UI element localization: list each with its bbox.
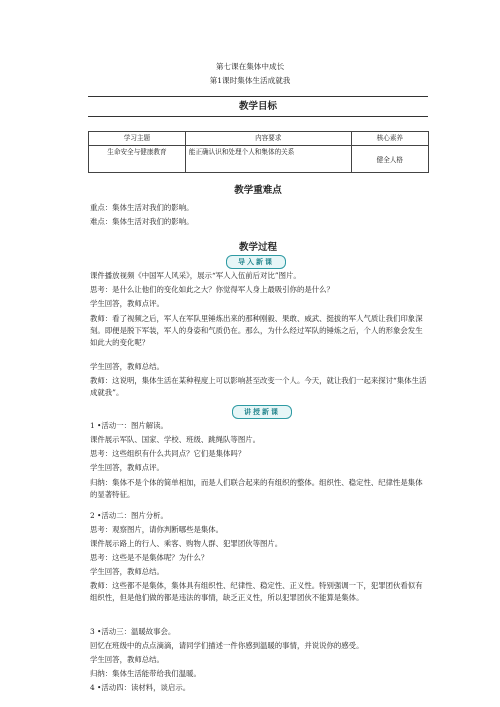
activity-2-summary: 教师：这些都不是集体，集体具有组织性、纪律性、稳定性、正义性。特别强调一下，犯罪团伙看似有组织性，但是他们做的都是违法的事情，缺乏正义性，所以犯罪团伙不能算是集体。 [90,581,423,602]
key-points-heading: 教学重难点 [234,185,282,196]
activity-4-title: 4 •活动四：读材料，谈启示。 [90,683,191,692]
key-point-nandian: 难点：集体生活对我们的影响。 [90,217,194,226]
intro-paragraph-1: 课件播放视频《中国军人风采》，展示“军人入伍前后对比”图片。 [90,271,301,280]
goals-cell-content: 能正确认识和处理个人和集体的关系 [185,145,351,172]
activity-2-line-4: 学生回答，教师总结。 [90,567,164,576]
intro-paragraph-5: 学生回答，教师总结。 [90,362,164,371]
goals-cell-literacy [351,145,428,172]
title-block [0,60,500,88]
goals-rule-top [88,96,428,97]
table-row [89,145,429,172]
activity-1-summary: 归纳：集体不是个体的简单相加，而是人们联合起来的有组织的整体。组织性、稳定性、纪律性是集体的显著特征。 [90,478,423,499]
new-lesson-badge: 讲授新课 [232,405,292,419]
goals-rule-bottom [88,116,428,117]
intro-paragraph-6: 教师：这说明，集体生活在某种程度上可以影响甚至改变一个人。今天，就让我们一起来探讨“集体生活成就我”。 [90,376,427,397]
activity-2-title: 2 •活动二：图片分析。 [90,511,168,520]
goals-cell-literacy-text: 健全人格 [376,155,404,164]
goals-header-literacy: 核心素养 [351,132,428,146]
goals-cell-theme: 生命安全与健康教育 [89,145,186,172]
activity-3-title: 3 •活动三：温暖故事会。 [90,627,176,636]
lesson-title: 第七课在集体中成长 [215,62,285,71]
goals-table [88,131,429,173]
activity-1-line-2: 思考：这些组织有什么共同点？它们是集体吗？ [90,449,246,458]
activity-3-line-2: 学生回答，教师总结。 [90,655,164,664]
activity-3-summary: 归纳：集体生活能带给我们温暖。 [90,669,201,678]
process-heading: 教学过程 [238,242,277,253]
activity-2-line-1: 思考：观察图片，请你判断哪些是集体。 [90,525,224,534]
activity-1-line-3: 学生回答，教师点评。 [90,463,164,472]
intro-paragraph-3: 学生回答，教师点评。 [90,299,164,308]
goals-header-theme: 学习主题 [89,132,186,146]
goals-header-content: 内容要求 [185,132,351,146]
activity-3-line-1: 回忆在班级中的点点滴滴，请同学们描述一件你感到温暖的事情，并说说你的感受。 [90,641,364,650]
activity-2-line-2: 课件展示路上的行人、乘客、购物人群、犯罪团伙等图片。 [90,539,283,548]
goals-table-header-row [89,132,429,146]
intro-badge: 导入新课 [226,255,286,269]
activity-1-title: 1 •活动一：图片解读。 [90,421,168,430]
lesson-subtitle: 第1课时集体生活成就我 [209,76,291,85]
intro-paragraph-2: 思考：是什么让他们的变化如此之大？你觉得军人身上最吸引你的是什么？ [90,285,334,294]
intro-paragraph-4: 教师：看了视频之后，军人在军队里锤炼出来的那种刚毅、果敢、威武、挺拔的军人气质让我们印象深刻。即便是脱下军装，军人的身姿和气质仍在。那么，为什么经过军队的锤炼之后，个人的形象会发生如此大的变化呢？ [90,314,423,347]
activity-2-line-3: 思考：这些是不是集体呢？为什么？ [90,553,209,562]
key-point-zhongdian: 重点：集体生活对我们的影响。 [90,203,194,212]
goals-heading: 教学目标 [238,101,277,112]
activity-1-line-1: 课件展示军队、国家、学校、班级、跳绳队等图片。 [90,435,260,444]
